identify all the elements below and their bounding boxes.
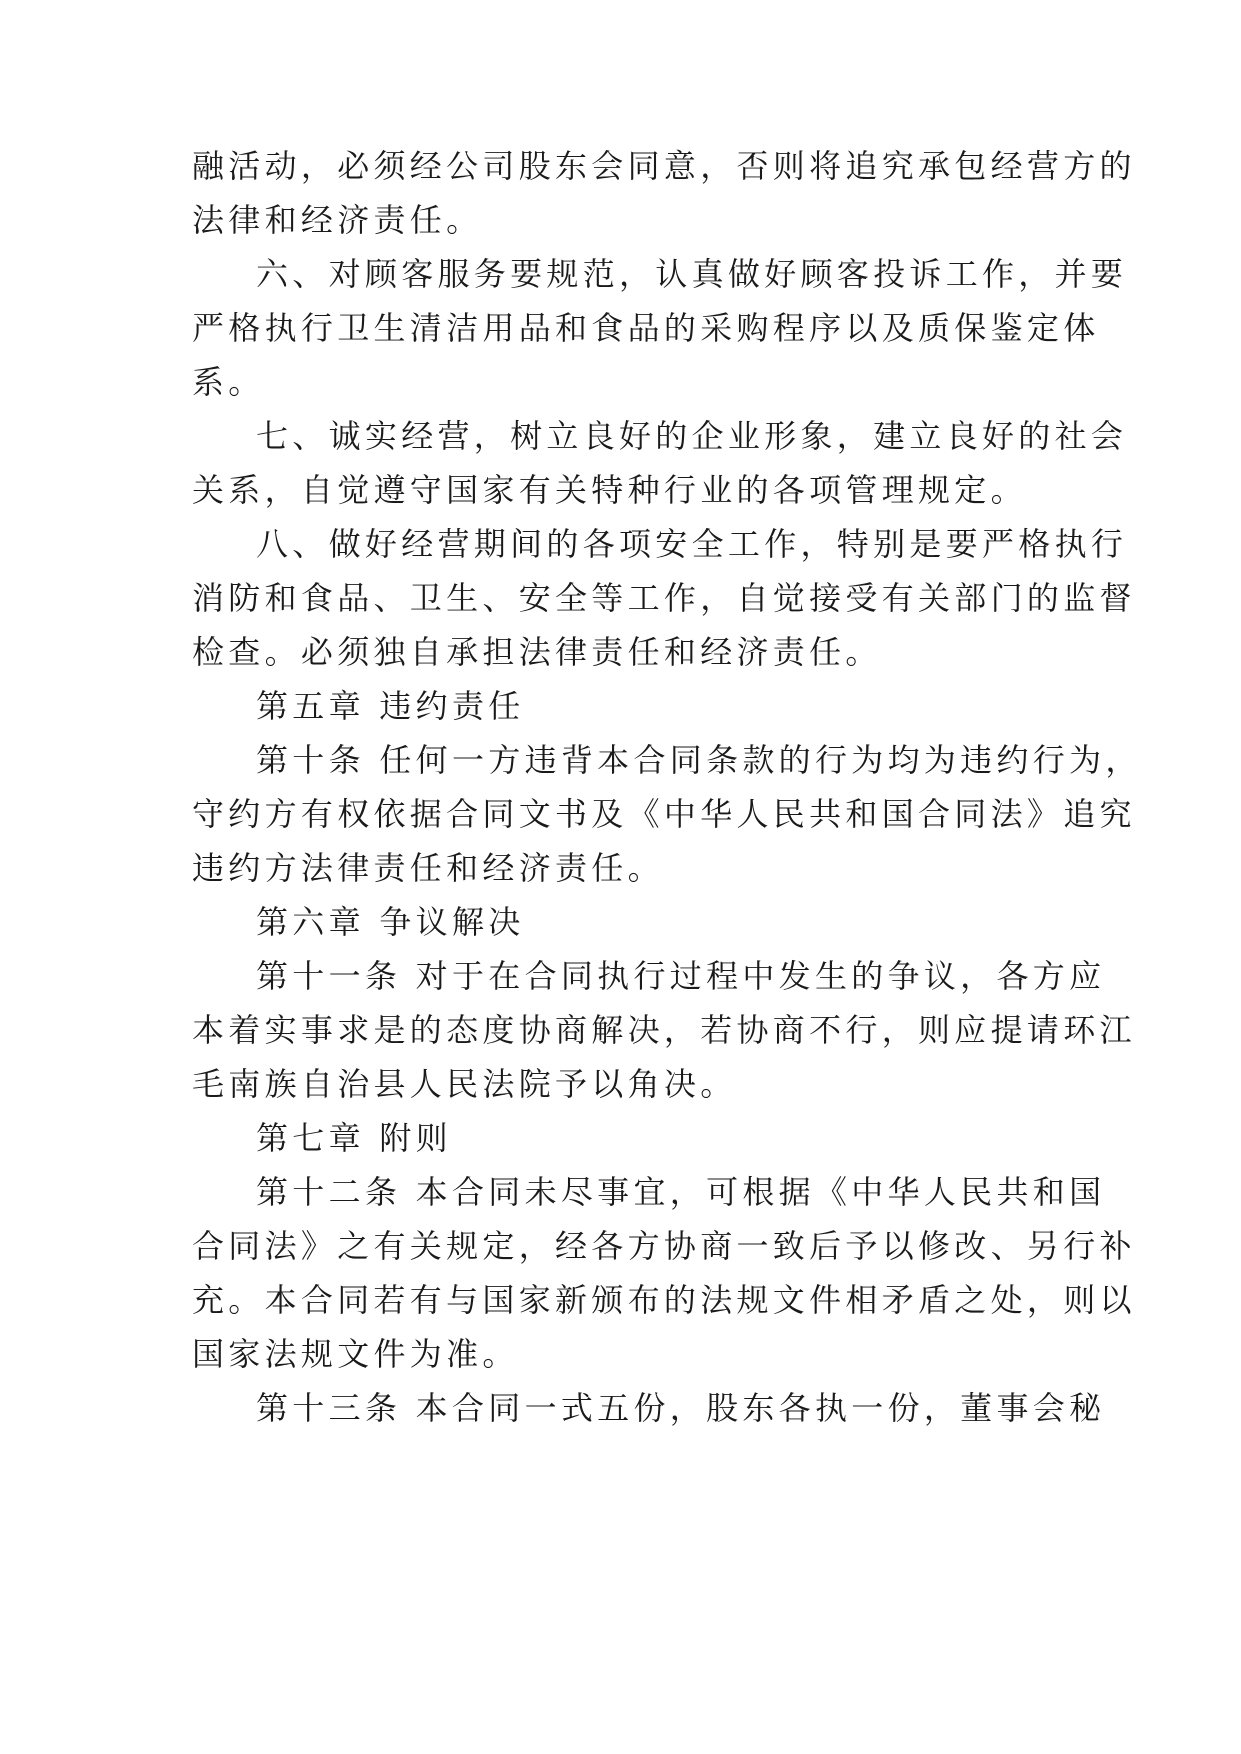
text-line: 毛南族自治县人民法院予以角决。: [192, 1065, 737, 1103]
text-line: 第十条 任何一方违背本合同条款的行为均为违约行为，: [256, 741, 1142, 779]
text-line: 八、做好经营期间的各项安全工作，特别是要严格执行: [256, 525, 1128, 563]
text-line: 本着实事求是的态度协商解决，若协商不行，则应提请环江: [192, 1011, 1136, 1049]
chapter-heading: 第五章 违约责任: [256, 687, 525, 725]
chapter-heading: 第七章 附则: [256, 1119, 452, 1157]
text-line: 第十一条 对于在合同执行过程中发生的争议，各方应: [256, 957, 1106, 995]
text-line: 系。: [192, 363, 265, 401]
text-line: 融活动，必须经公司股东会同意，否则将追究承包经营方的: [192, 147, 1136, 185]
text-line: 严格执行卫生清洁用品和食品的采购程序以及质保鉴定体: [192, 309, 1100, 347]
text-line: 违约方法律责任和经济责任。: [192, 849, 664, 887]
text-line: 第十二条 本合同未尽事宜，可根据《中华人民共和国: [256, 1173, 1106, 1211]
text-line: 六、对顾客服务要规范，认真做好顾客投诉工作，并要: [256, 255, 1128, 293]
text-line: 合同法》之有关规定，经各方协商一致后予以修改、另行补: [192, 1227, 1136, 1265]
text-line: 法律和经济责任。: [192, 201, 483, 239]
chapter-heading: 第六章 争议解决: [256, 903, 525, 941]
text-line: 七、诚实经营，树立良好的企业形象，建立良好的社会: [256, 417, 1128, 455]
text-line: 消防和食品、卫生、安全等工作，自觉接受有关部门的监督: [192, 579, 1136, 617]
text-line: 充。本合同若有与国家新颁布的法规文件相矛盾之处，则以: [192, 1281, 1136, 1319]
text-line: 守约方有权依据合同文书及《中华人民共和国合同法》追究: [192, 795, 1136, 833]
text-line: 国家法规文件为准。: [192, 1335, 519, 1373]
text-line: 第十三条 本合同一式五份，股东各执一份，董事会秘: [256, 1389, 1106, 1427]
text-line: 检查。必须独自承担法律责任和经济责任。: [192, 633, 882, 671]
text-line: 关系，自觉遵守国家有关特种行业的各项管理规定。: [192, 471, 1027, 509]
